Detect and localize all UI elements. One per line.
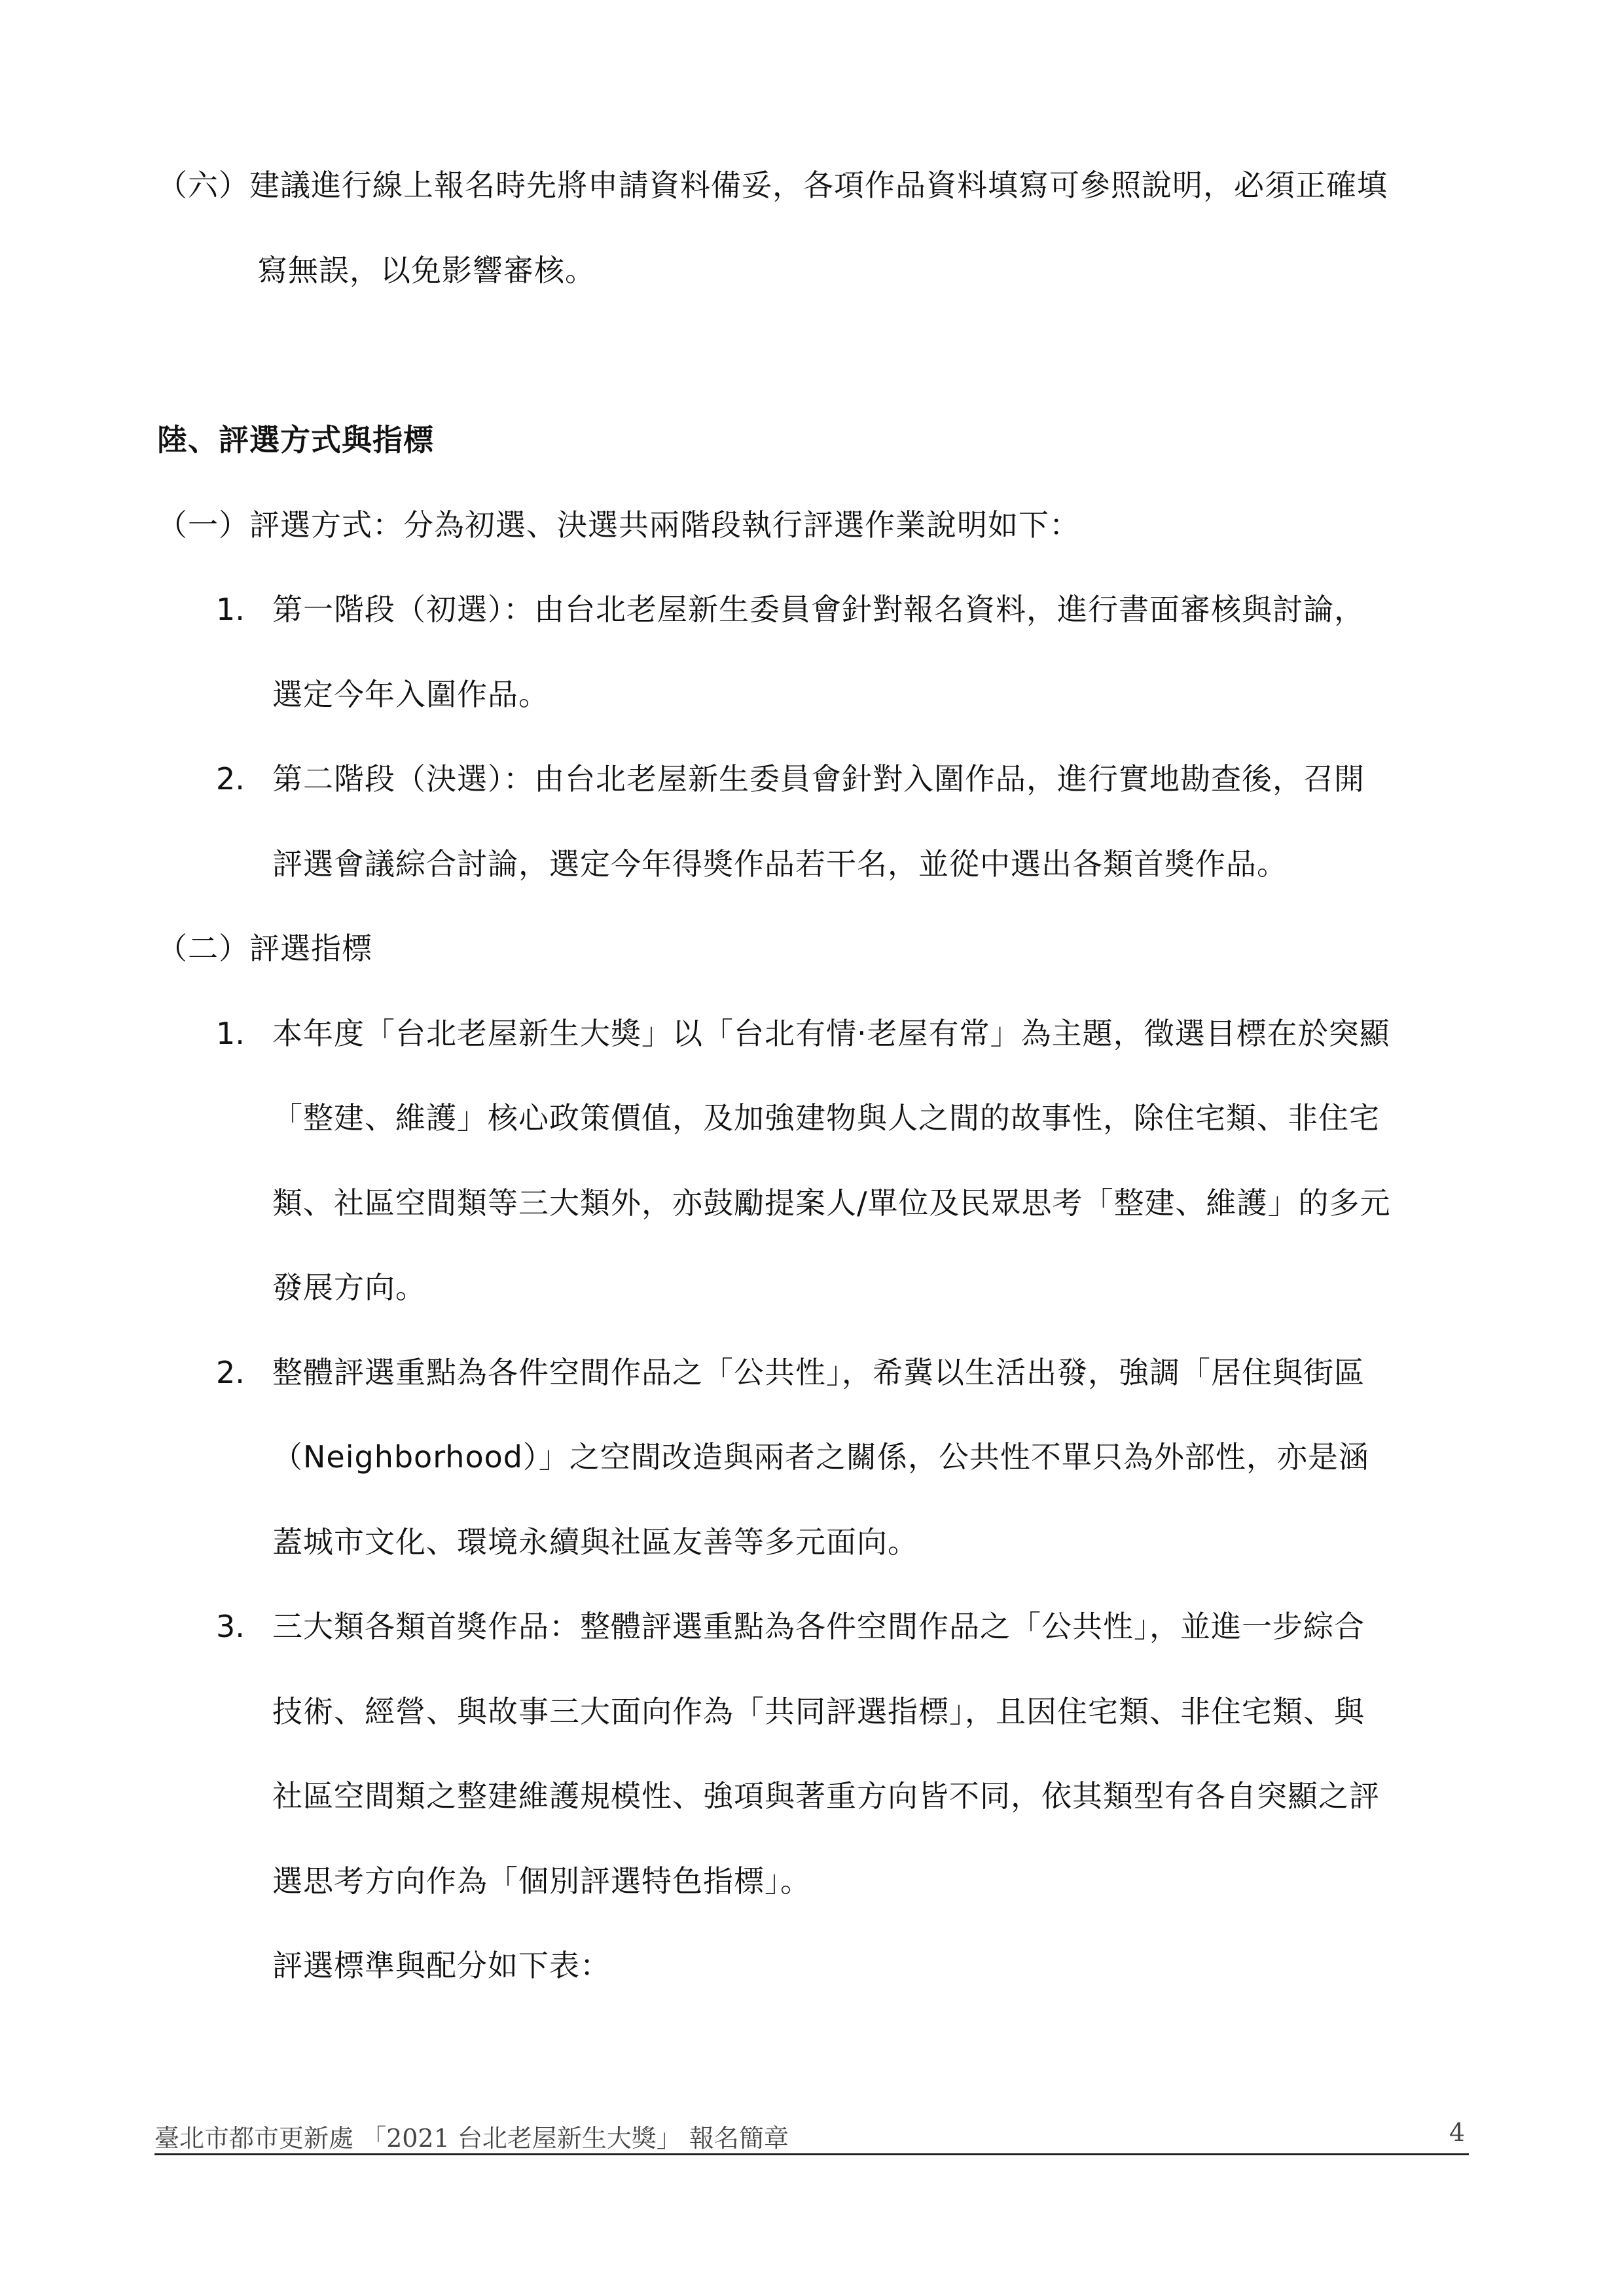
criteria-item-3-line-2: 技術、經營、與故事三大面向作為「共同評選指標」，且因住宅類、非住宅類、與: [272, 1694, 1365, 1729]
criteria-item-3-line-1: 三大類各類首獎作品：整體評選重點為各件空間作品之「公共性」，並進一步綜合: [272, 1609, 1365, 1644]
criteria-item-2-line-3: 蓋城市文化、環境永續與社區友善等多元面向。: [272, 1524, 918, 1560]
criteria-item-3-line-4: 選思考方向作為「個別評選特色指標」。: [272, 1863, 811, 1899]
page-number: 4: [1449, 2118, 1465, 2147]
section-heading: 陸、評選方式與指標: [157, 422, 434, 457]
footer-title: 臺北市都市更新處 「2021 台北老屋新生大獎」 報名簡章: [154, 2124, 789, 2153]
criteria-item-1-line-1: 本年度「台北老屋新生大獎」以「台北有情‧老屋有常」為主題，徵選目標在於突顯: [272, 1016, 1390, 1051]
method-item-1-line-2: 選定今年入圍作品。: [272, 677, 549, 712]
criteria-item-2-line-1: 整體評選重點為各件空間作品之「公共性」，希冀以生活出發，強調「居住與街區: [272, 1355, 1365, 1390]
criteria-title: （二）評選指標: [157, 931, 372, 966]
criteria-item-2-number: 2.: [216, 1355, 245, 1390]
criteria-item-2-line-2: （Neighborhood）」之空間改造與兩者之關係，公共性不單只為外部性，亦是涵: [272, 1439, 1369, 1475]
method-item-2-line-1: 第二階段（決選）：由台北老屋新生委員會針對入圍作品，進行實地勘查後，召開: [272, 761, 1365, 797]
table-intro: 評選標準與配分如下表：: [272, 1948, 611, 1983]
criteria-item-3-line-3: 社區空間類之整建維護規模性、強項與著重方向皆不同，依其類型有各自突顯之評: [272, 1778, 1380, 1814]
method-title: （一）評選方式：分為初選、決選共兩階段執行評選作業說明如下：: [157, 507, 1080, 543]
item-six-line-1: （六）建議進行線上報名時先將申請資料備妥，各項作品資料填寫可參照說明，必須正確填: [157, 168, 1388, 203]
criteria-item-1-line-4: 發展方向。: [272, 1270, 426, 1305]
method-item-2-number: 2.: [216, 761, 245, 797]
criteria-item-1-line-2: 「整建、維護」核心政策價值，及加強建物與人之間的故事性，除住宅類、非住宅: [272, 1100, 1380, 1136]
method-item-2-line-2: 評選會議綜合討論，選定今年得獎作品若干名，並從中選出各類首獎作品。: [272, 846, 1288, 882]
method-item-1-number: 1.: [216, 592, 245, 627]
criteria-item-3-number: 3.: [216, 1609, 245, 1644]
criteria-item-1-number: 1.: [216, 1016, 245, 1051]
criteria-item-1-line-3: 類、社區空間類等三大類外，亦鼓勵提案人/單位及民眾思考「整建、維護」的多元: [272, 1185, 1391, 1221]
page-footer: [154, 2114, 1469, 2155]
item-six-line-2: 寫無誤，以免影響審核。: [257, 253, 596, 288]
method-item-1-line-1: 第一階段（初選）：由台北老屋新生委員會針對報名資料，進行書面審核與討論，: [272, 592, 1365, 627]
